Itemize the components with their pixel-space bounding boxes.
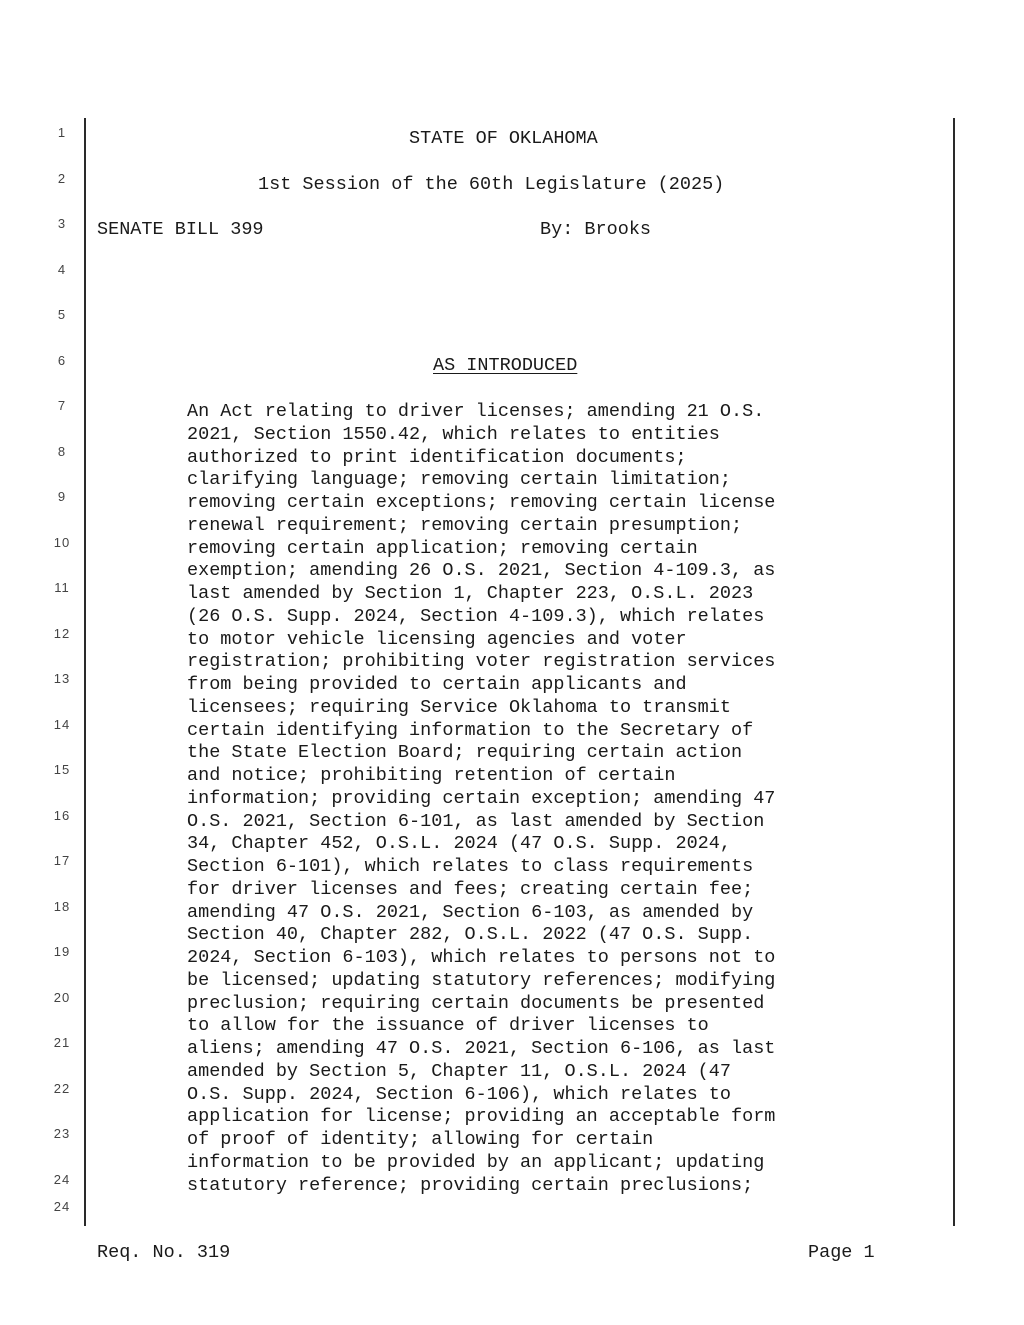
abstract-line: certain identifying information to the Secretary of bbox=[187, 719, 754, 741]
abstract-line: Section 40, Chapter 282, O.S.L. 2022 (47 O.S. Supp. bbox=[187, 924, 754, 946]
abstract-line: removing certain application; removing certain bbox=[187, 537, 698, 559]
line-number: 6 bbox=[57, 352, 67, 368]
abstract-line: Section 6-101), which relates to class requirements bbox=[187, 856, 754, 877]
line-number: 20 bbox=[53, 989, 71, 1005]
abstract-line: licensees; requiring Service Oklahoma to transmit bbox=[187, 696, 731, 718]
abstract-line: application for license; providing an acceptable form bbox=[187, 1106, 776, 1128]
session-line: 1st Session of the 60th Legislature (2025) bbox=[258, 174, 725, 195]
line-number: 10 bbox=[53, 534, 71, 550]
abstract-line: from being provided to certain applicants and bbox=[187, 674, 687, 695]
request-number: Req. No. 319 bbox=[97, 1242, 231, 1263]
abstract-line: amending 47 O.S. 2021, Section 6-103, as amended by bbox=[187, 901, 754, 923]
abstract-line: An Act relating to driver licenses; amending 21 O.S. bbox=[187, 401, 765, 422]
line-number: 24 bbox=[53, 1171, 71, 1187]
abstract-line: to motor vehicle licensing agencies and voter bbox=[187, 628, 687, 650]
state-title: STATE OF OKLAHOMA bbox=[409, 128, 598, 149]
line-number: 12 bbox=[53, 625, 71, 641]
abstract-line: 2024, Section 6-103), which relates to persons not to bbox=[187, 947, 776, 968]
abstract-line: clarifying language; removing certain limitation; bbox=[187, 469, 731, 491]
line-number: 5 bbox=[57, 307, 67, 322]
line-number: 18 bbox=[53, 898, 71, 914]
line-number: 4 bbox=[57, 261, 67, 277]
abstract-line: exemption; amending 26 O.S. 2021, Section 4-109.3, as bbox=[187, 560, 776, 582]
abstract-line: information; providing certain exception; amending 47 bbox=[187, 787, 776, 809]
line-number: 14 bbox=[53, 716, 71, 732]
abstract-line: aliens; amending 47 O.S. 2021, Section 6-106, as last bbox=[187, 1038, 776, 1059]
left-margin-rule bbox=[84, 118, 86, 1226]
bill-author: By: Brooks bbox=[540, 219, 652, 240]
abstract-line: information to be provided by an applicant; updating bbox=[187, 1151, 765, 1173]
abstract-line: statutory reference; providing certain preclusions; bbox=[187, 1174, 754, 1196]
abstract-line: (26 O.S. Supp. 2024, Section 4-109.3), which relates bbox=[187, 605, 765, 627]
abstract-line: 34, Chapter 452, O.S.L. 2024 (47 O.S. Supp. 2024, bbox=[187, 833, 731, 855]
abstract-line: last amended by Section 1, Chapter 223, O.S.L. 2023 bbox=[187, 583, 754, 604]
abstract-line: O.S. Supp. 2024, Section 6-106), which relates to bbox=[187, 1083, 731, 1105]
line-number: 17 bbox=[53, 853, 71, 868]
abstract-line: to allow for the issuance of driver licenses to bbox=[187, 1015, 709, 1037]
line-number: 3 bbox=[57, 216, 67, 231]
line-number: 2 bbox=[57, 170, 67, 186]
abstract-line: for driver licenses and fees; creating certain fee; bbox=[187, 878, 754, 900]
abstract-line: 2021, Section 1550.42, which relates to entities bbox=[187, 423, 720, 445]
bill-abstract bbox=[187, 401, 937, 1197]
abstract-line: removing certain exceptions; removing certain license bbox=[187, 492, 776, 513]
abstract-line: amended by Section 5, Chapter 11, O.S.L. 2024 (47 bbox=[187, 1060, 731, 1082]
right-margin-rule bbox=[953, 118, 955, 1226]
abstract-line: be licensed; updating statutory references; modifying bbox=[187, 969, 776, 991]
abstract-line: and notice; prohibiting retention of certain bbox=[187, 765, 676, 786]
line-number: 11 bbox=[54, 580, 70, 595]
abstract-line: of proof of identity; allowing for certain bbox=[187, 1129, 654, 1150]
line-number: 22 bbox=[53, 1080, 71, 1096]
line-number: 15 bbox=[53, 762, 71, 777]
line-number: 9 bbox=[57, 489, 67, 504]
line-number: 13 bbox=[53, 671, 71, 686]
abstract-line: O.S. 2021, Section 6-101, as last amended by Section bbox=[187, 810, 765, 832]
line-number: 21 bbox=[53, 1035, 71, 1050]
line-number-partial: 24 bbox=[53, 1199, 71, 1214]
abstract-line: the State Election Board; requiring certain action bbox=[187, 742, 743, 764]
abstract-line: registration; prohibiting voter registration services bbox=[187, 651, 776, 673]
line-number: 8 bbox=[57, 443, 67, 459]
bill-number: SENATE BILL 399 bbox=[97, 219, 264, 240]
abstract-line: preclusion; requiring certain documents be presented bbox=[187, 992, 765, 1014]
line-number: 19 bbox=[53, 944, 71, 959]
line-number: 1 bbox=[57, 125, 67, 140]
line-number: 16 bbox=[53, 807, 71, 823]
abstract-line: authorized to print identification documents; bbox=[187, 446, 687, 468]
line-number: 23 bbox=[53, 1126, 71, 1141]
introduced-label: AS INTRODUCED bbox=[433, 355, 578, 376]
abstract-line: renewal requirement; removing certain presumption; bbox=[187, 514, 743, 536]
line-number: 7 bbox=[57, 398, 67, 413]
page-number: Page 1 bbox=[808, 1242, 875, 1263]
